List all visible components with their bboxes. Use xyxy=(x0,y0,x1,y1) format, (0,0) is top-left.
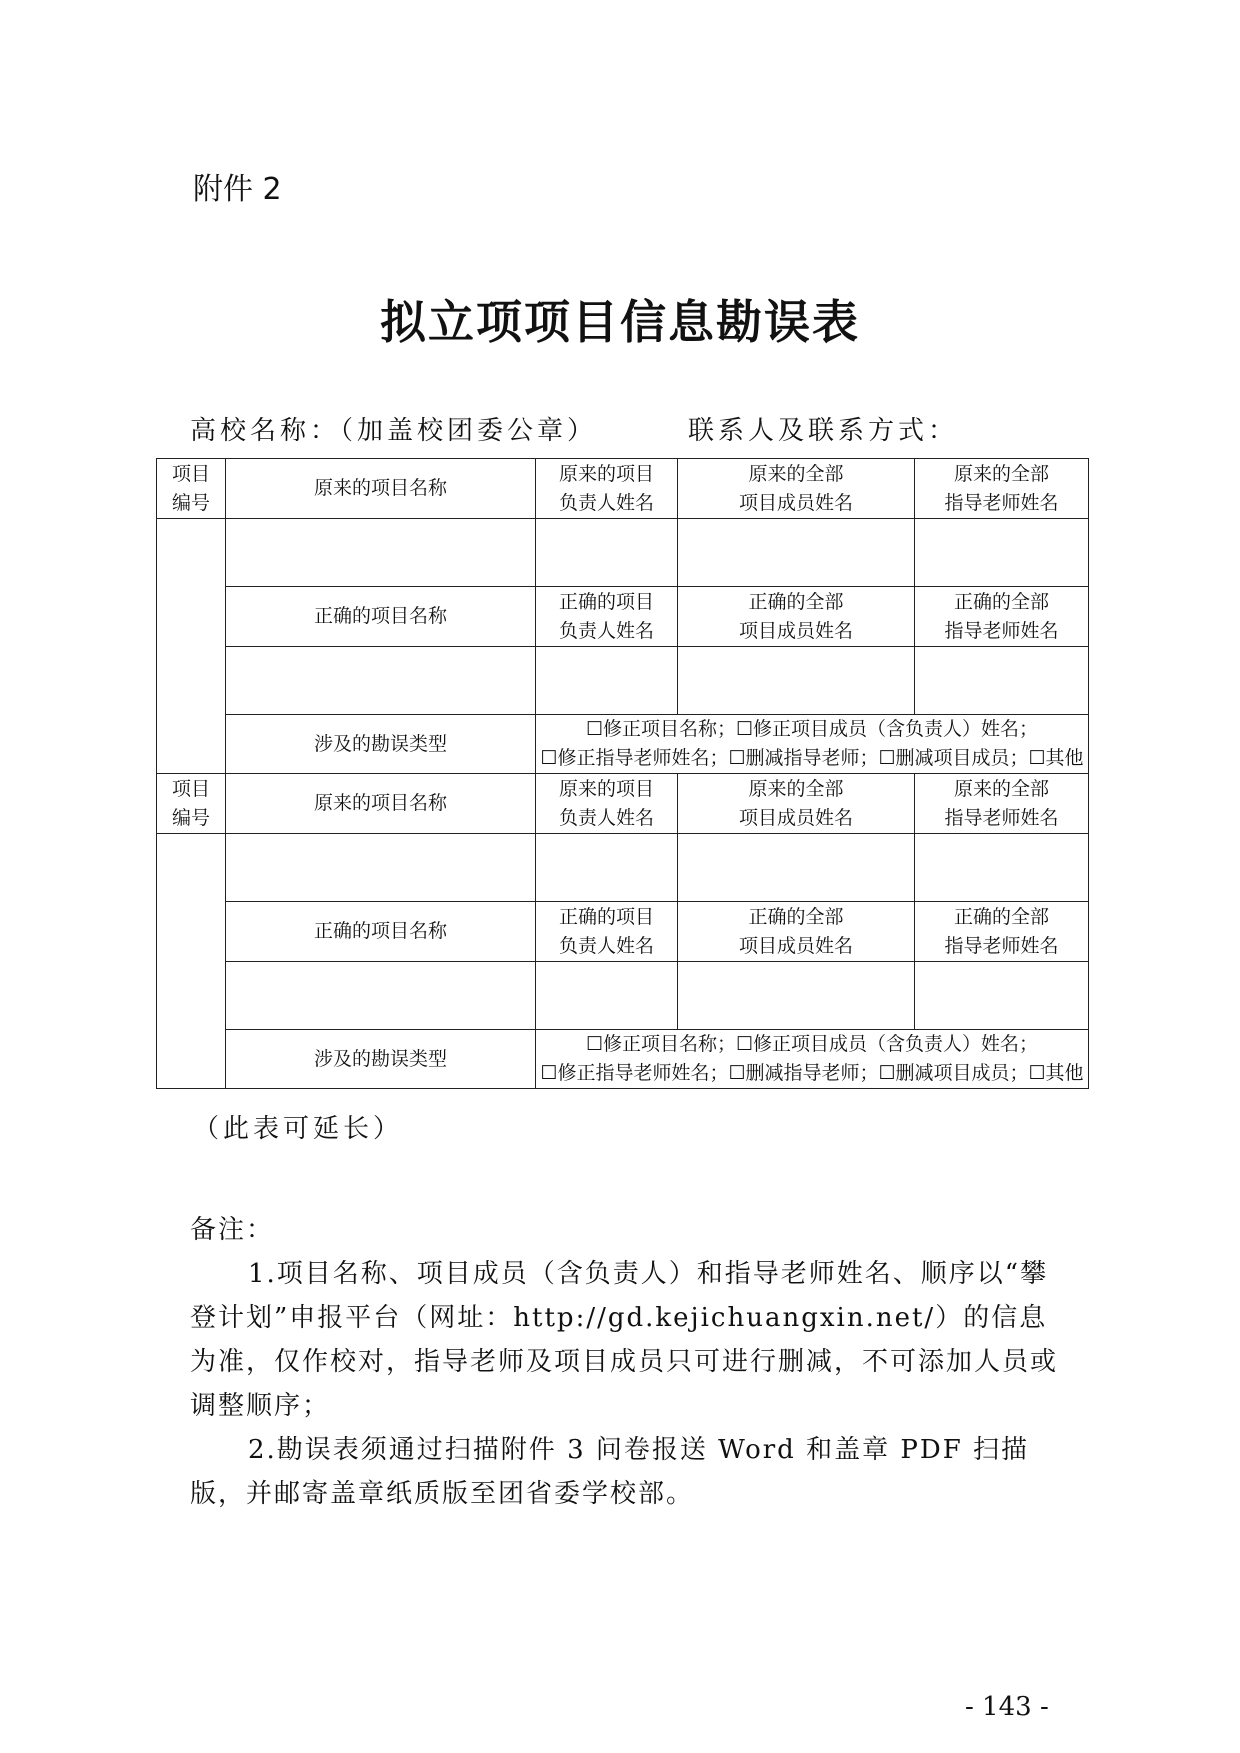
original-members-cell[interactable] xyxy=(678,834,915,902)
correct-leader-header: 正确的项目 负责人姓名 xyxy=(536,587,678,647)
table-row xyxy=(157,774,1089,834)
correct-teachers-header: 正确的全部 指导老师姓名 xyxy=(915,587,1089,647)
original-name-header: 原来的项目名称 xyxy=(226,459,536,519)
attachment-label: 附件 2 xyxy=(193,172,282,207)
project-id-cell[interactable] xyxy=(157,834,226,1089)
correct-name-cell[interactable] xyxy=(226,647,536,715)
table-row xyxy=(157,715,1089,774)
correct-teachers-cell[interactable] xyxy=(915,647,1089,715)
contact-label: 联系人及联系方式： xyxy=(688,416,959,446)
original-leader-header: 原来的项目 负责人姓名 xyxy=(536,774,678,834)
correct-leader-cell[interactable] xyxy=(536,962,678,1030)
original-members-header: 原来的全部 项目成员姓名 xyxy=(678,774,915,834)
correct-name-header: 正确的项目名称 xyxy=(226,902,536,962)
table-row xyxy=(157,834,1089,902)
original-teachers-cell[interactable] xyxy=(915,519,1089,587)
correction-type-options[interactable]: ☐修正项目名称；☐修正项目成员（含负责人）姓名； ☐修正指导老师姓名；☐删减指导老师；☐删减项目成员；☐其他 xyxy=(536,715,1089,774)
original-leader-cell[interactable] xyxy=(536,519,678,587)
correct-teachers-header: 正确的全部 指导老师姓名 xyxy=(915,902,1089,962)
original-members-cell[interactable] xyxy=(678,519,915,587)
original-teachers-header: 原来的全部 指导老师姓名 xyxy=(915,774,1089,834)
correction-table xyxy=(156,458,1089,1089)
project-id-cell[interactable] xyxy=(157,519,226,774)
correct-name-cell[interactable] xyxy=(226,962,536,1030)
table-row xyxy=(157,1030,1089,1089)
school-name-label: 高校名称：（加盖校团委公章） xyxy=(190,416,598,446)
table-row xyxy=(157,587,1089,647)
table-row xyxy=(157,459,1089,519)
correct-members-cell[interactable] xyxy=(678,647,915,715)
table-row xyxy=(157,647,1089,715)
table-row xyxy=(157,902,1089,962)
note-item-1: 1.项目名称、项目成员（含负责人）和指导老师姓名、顺序以“攀登计划”申报平台（网址：http://gd.kejichuangxin.net/）的信息为准，仅作校对，指导老师及项目成员只可进行删减，不可添加人员或调整顺序； xyxy=(190,1259,1059,1421)
page-number: - 143 - xyxy=(965,1692,1049,1722)
page-title: 拟立项项目信息勘误表 xyxy=(380,295,860,349)
correct-name-header: 正确的项目名称 xyxy=(226,587,536,647)
correct-members-header: 正确的全部 项目成员姓名 xyxy=(678,902,915,962)
original-name-header: 原来的项目名称 xyxy=(226,774,536,834)
project-id-header: 项目 编号 xyxy=(157,459,226,519)
correct-leader-cell[interactable] xyxy=(536,647,678,715)
original-name-cell[interactable] xyxy=(226,519,536,587)
original-leader-header: 原来的项目 负责人姓名 xyxy=(536,459,678,519)
note-item-2: 2.勘误表须通过扫描附件 3 问卷报送 Word 和盖章 PDF 扫描版，并邮寄盖章纸质版至团省委学校部。 xyxy=(190,1435,1030,1509)
notes-heading: 备注： xyxy=(190,1215,275,1245)
notes-section xyxy=(190,1208,1060,1516)
original-leader-cell[interactable] xyxy=(536,834,678,902)
original-members-header: 原来的全部 项目成员姓名 xyxy=(678,459,915,519)
correction-type-label: 涉及的勘误类型 xyxy=(226,715,536,774)
table-row xyxy=(157,962,1089,1030)
original-teachers-header: 原来的全部 指导老师姓名 xyxy=(915,459,1089,519)
original-name-cell[interactable] xyxy=(226,834,536,902)
correct-teachers-cell[interactable] xyxy=(915,962,1089,1030)
table-row xyxy=(157,519,1089,587)
project-id-header: 项目 编号 xyxy=(157,774,226,834)
correct-leader-header: 正确的项目 负责人姓名 xyxy=(536,902,678,962)
correct-members-cell[interactable] xyxy=(678,962,915,1030)
original-teachers-cell[interactable] xyxy=(915,834,1089,902)
extendable-note: （此表可延长） xyxy=(193,1114,404,1144)
correct-members-header: 正确的全部 项目成员姓名 xyxy=(678,587,915,647)
correction-type-label: 涉及的勘误类型 xyxy=(226,1030,536,1089)
correction-type-options[interactable]: ☐修正项目名称；☐修正项目成员（含负责人）姓名； ☐修正指导老师姓名；☐删减指导老师；☐删减项目成员；☐其他 xyxy=(536,1030,1089,1089)
